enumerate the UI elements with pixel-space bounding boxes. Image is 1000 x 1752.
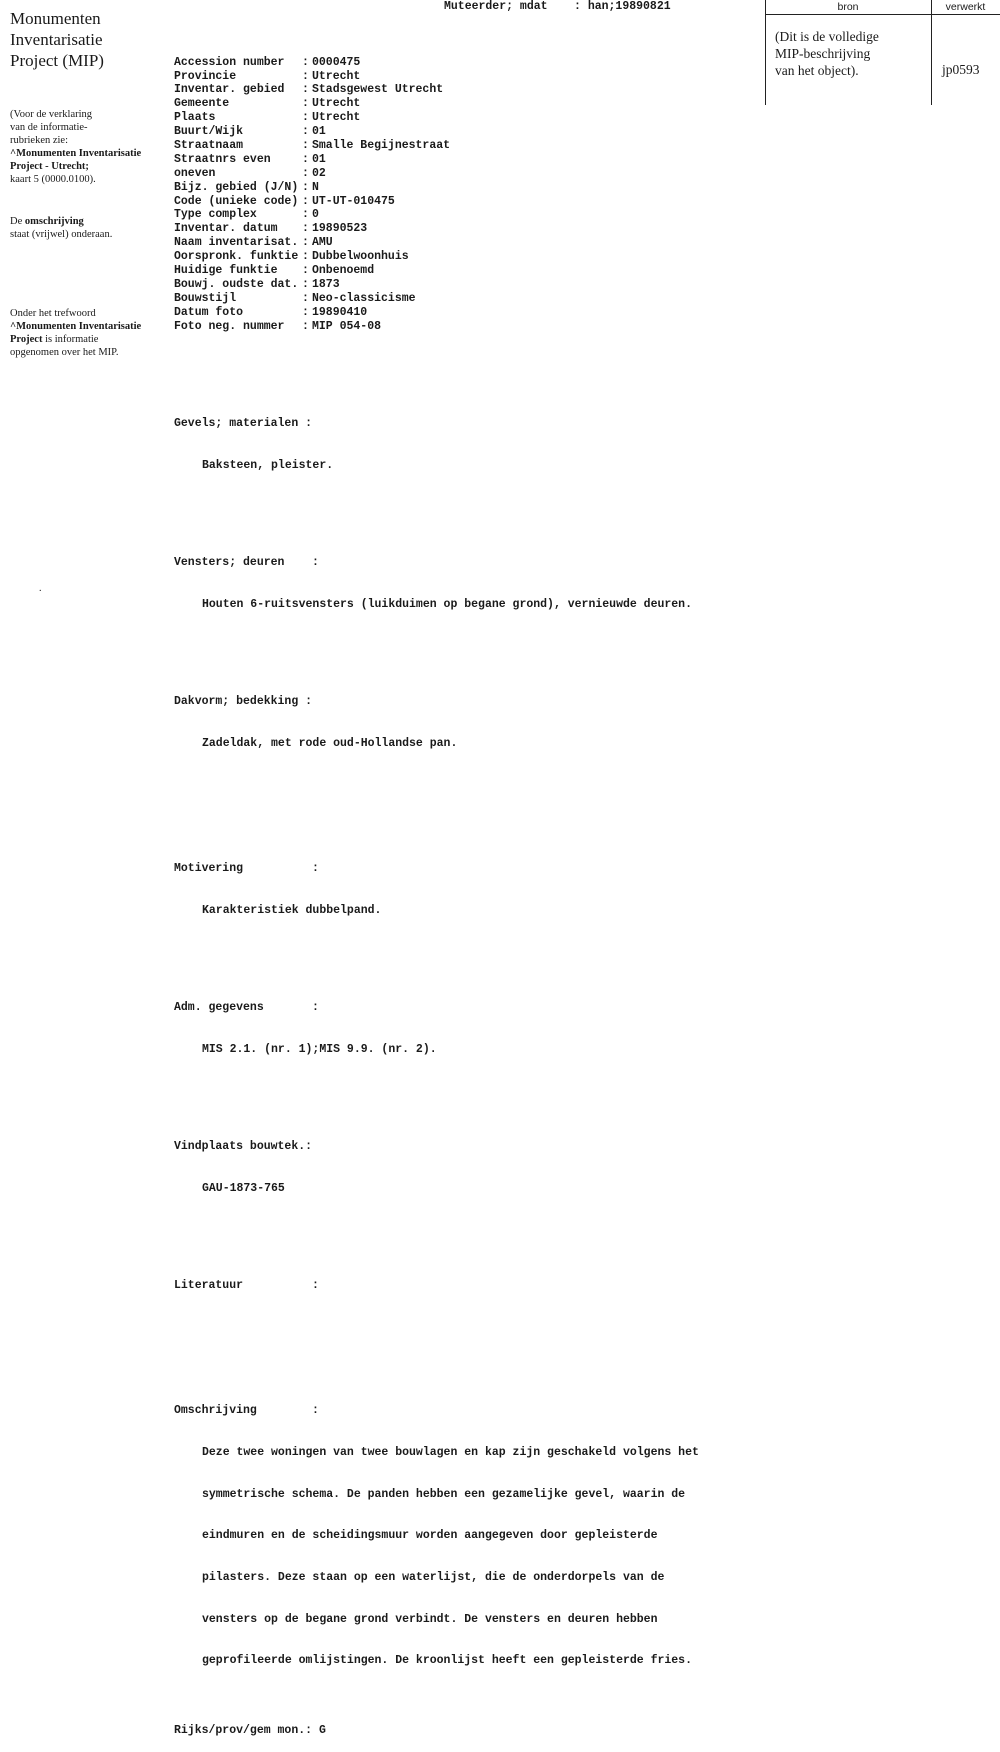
note-line: opgenomen over het MIP. <box>10 347 119 358</box>
field-separator: : <box>302 194 309 208</box>
note-line: staat (vrijwel) onderaan. <box>10 229 113 240</box>
note-line: rubrieken zie: <box>10 135 69 146</box>
field-label: Inventar. datum <box>174 222 278 236</box>
section-label: Rijks/prov/gem mon.: <box>174 1724 319 1738</box>
field-label: Straatnrs even <box>174 152 271 166</box>
field-separator: : <box>302 305 309 319</box>
sidebar <box>10 8 168 594</box>
note-bold: Project - Utrecht; <box>10 161 89 172</box>
field-value: 02 <box>312 166 326 180</box>
section-label: Dakvorm; bedekking : <box>174 694 313 708</box>
field-separator: : <box>302 83 309 97</box>
description-line: vensters op de begane grond verbindt. De vensters en deuren hebben <box>202 1612 658 1626</box>
section-label: Vensters; deuren : <box>174 555 319 569</box>
field-row <box>174 222 754 236</box>
field-value: Neo-classicisme <box>312 291 416 305</box>
section-label: Literatuur : <box>174 1279 319 1293</box>
box-divider <box>931 0 932 105</box>
field-separator: : <box>302 250 309 264</box>
section-label: Omschrijving : <box>174 1404 319 1418</box>
field-value: Dubbelwoonhuis <box>312 250 409 264</box>
field-row <box>174 70 754 84</box>
field-label: Code (unieke code) <box>174 194 299 208</box>
note-text: is informatie <box>42 334 99 345</box>
note-bold: ^Monumenten Inventarisatie <box>10 148 142 159</box>
section-literatuur <box>174 1251 754 1321</box>
field-separator: : <box>302 208 309 222</box>
section-gevels <box>174 389 754 500</box>
field-value: 01 <box>312 125 326 139</box>
field-value: MIP 054-08 <box>312 319 382 333</box>
section-value: Houten 6-ruitsvensters (luikduimen op begane grond), vernieuwde deuren. <box>202 597 692 611</box>
note-text: De <box>10 216 25 227</box>
field-value: Onbenoemd <box>312 263 375 277</box>
field-label: Straatnaam <box>174 138 244 152</box>
field-row <box>174 208 754 222</box>
title-line: Inventarisatie <box>10 30 103 49</box>
mutator-sep: : <box>574 0 581 13</box>
note-bold: omschrijving <box>24 216 84 227</box>
field-row <box>174 236 754 250</box>
stray-dot: . <box>39 583 42 594</box>
field-value: Stadsgewest Utrecht <box>312 83 444 97</box>
field-label: Huidige funktie <box>174 263 278 277</box>
field-list <box>174 56 754 334</box>
field-value: 0000475 <box>312 55 361 69</box>
field-value: Smalle Begijnestraat <box>312 138 451 152</box>
keyword-note <box>10 307 168 359</box>
section-value: G <box>318 1724 326 1738</box>
field-separator: : <box>302 138 309 152</box>
header-bron: bron <box>837 1 859 13</box>
field-separator: : <box>302 152 309 166</box>
field-label: Gemeente <box>174 97 230 111</box>
field-row <box>174 139 754 153</box>
section-adm <box>174 973 754 1084</box>
field-label: oneven <box>174 166 216 180</box>
field-row <box>174 195 754 209</box>
description-line: Deze twee woningen van twee bouwlagen en kap zijn geschakeld volgens het <box>202 1445 699 1459</box>
field-separator: : <box>302 263 309 277</box>
field-label: Bijz. gebied (J/N) <box>174 180 299 194</box>
box-header-line <box>765 14 1000 15</box>
field-label: Oorspronk. funktie <box>174 250 299 264</box>
field-label: Foto neg. nummer <box>174 319 285 333</box>
field-value: AMU <box>312 236 333 250</box>
title-line: Project (MIP) <box>10 51 104 70</box>
section-value: Karakteristiek dubbelpand. <box>202 903 382 917</box>
field-value: Utrecht <box>312 69 361 83</box>
field-row <box>174 181 754 195</box>
section-label: Adm. gegevens : <box>174 1000 319 1014</box>
sidebar-title <box>10 8 168 71</box>
section-vindplaats <box>174 1112 754 1223</box>
header-verwerkt: verwerkt <box>945 1 986 13</box>
field-row <box>174 125 754 139</box>
section-value: MIS 2.1. (nr. 1);MIS 9.9. (nr. 2). <box>202 1042 437 1056</box>
field-separator: : <box>302 277 309 291</box>
description-line: symmetrische schema. De panden hebben een gezamelijke gevel, waarin de <box>202 1487 686 1501</box>
field-row <box>174 167 754 181</box>
field-separator: : <box>302 166 309 180</box>
note-line: kaart 5 (0000.0100). <box>10 174 96 185</box>
section-vensters <box>174 528 754 639</box>
title-line: Monumenten <box>10 9 101 28</box>
section-omschrijving <box>174 1376 754 1696</box>
verwerkt-code: jp0593 <box>942 62 980 77</box>
field-separator: : <box>302 55 309 69</box>
field-label: Datum foto <box>174 305 244 319</box>
field-separator: : <box>302 69 309 83</box>
field-separator: : <box>302 236 309 250</box>
field-label: Accession number <box>174 55 285 69</box>
field-label: Inventar. gebied <box>174 83 285 97</box>
section-value: GAU-1873-765 <box>202 1181 285 1195</box>
field-row <box>174 292 754 306</box>
field-row <box>174 97 754 111</box>
field-row <box>174 278 754 292</box>
section-value: Zadeldak, met rode oud-Hollandse pan. <box>202 736 458 750</box>
section-dakvorm <box>174 667 754 778</box>
field-label: Bouwstijl <box>174 291 237 305</box>
box-border-left <box>765 0 766 105</box>
field-label: Buurt/Wijk <box>174 125 244 139</box>
mutator-label: Muteerder; mdat <box>444 0 548 13</box>
info-note <box>10 108 168 186</box>
mutator-value: han;19890821 <box>587 0 671 13</box>
note-bold: ^Monumenten Inventarisatie <box>10 321 142 332</box>
field-value: 19890523 <box>312 222 368 236</box>
description-line: geprofileerde omlijstingen. De kroonlijst heeft een gepleisterde fries. <box>202 1654 692 1668</box>
bron-line: van het object). <box>775 63 859 78</box>
field-separator: : <box>302 180 309 194</box>
field-row <box>174 264 754 278</box>
field-separator: : <box>302 111 309 125</box>
field-value: 01 <box>312 152 326 166</box>
note-line: Onder het trefwoord <box>10 308 96 319</box>
bron-text <box>775 28 925 79</box>
field-label: Bouwj. oudste dat. <box>174 277 299 291</box>
field-value: 19890410 <box>312 305 368 319</box>
field-label: Naam inventarisat. <box>174 236 299 250</box>
field-separator: : <box>302 291 309 305</box>
note-bold: Project <box>10 334 43 345</box>
field-separator: : <box>302 97 309 111</box>
note-line: van de informatie- <box>10 122 88 133</box>
field-value: N <box>312 180 319 194</box>
section-label: Vindplaats bouwtek.: <box>174 1139 313 1153</box>
description-line: eindmuren en de scheidingsmuur worden aangegeven door gepleisterde <box>202 1529 658 1543</box>
field-separator: : <box>302 125 309 139</box>
section-motivering <box>174 834 754 945</box>
field-value: Utrecht <box>312 97 361 111</box>
field-row <box>174 250 754 264</box>
field-row <box>174 306 754 320</box>
field-label: Provincie <box>174 69 237 83</box>
field-value: 0 <box>312 208 319 222</box>
field-row <box>174 153 754 167</box>
field-value: 1873 <box>312 277 340 291</box>
description-note <box>10 215 168 241</box>
bron-line: (Dit is de volledige <box>775 29 879 44</box>
field-separator: : <box>302 222 309 236</box>
source-box <box>765 0 1000 105</box>
section-label: Motivering : <box>174 861 319 875</box>
field-row <box>174 320 754 334</box>
field-separator: : <box>302 319 309 333</box>
note-line: (Voor de verklaring <box>10 109 93 120</box>
bron-line: MIP-beschrijving <box>775 46 871 61</box>
field-value: Utrecht <box>312 111 361 125</box>
section-value: Baksteen, pleister. <box>202 458 334 472</box>
field-row <box>174 56 754 70</box>
section-label: Gevels; materialen : <box>174 416 313 430</box>
description-line: pilasters. Deze staan op een waterlijst, die de onderdorpels van de <box>202 1571 665 1585</box>
field-row <box>174 83 754 97</box>
field-row <box>174 111 754 125</box>
record <box>174 0 754 1752</box>
field-label: Plaats <box>174 111 216 125</box>
field-label: Type complex <box>174 208 257 222</box>
field-value: UT-UT-010475 <box>312 194 395 208</box>
mutator-line <box>444 0 671 14</box>
section-rijks <box>174 1724 754 1738</box>
